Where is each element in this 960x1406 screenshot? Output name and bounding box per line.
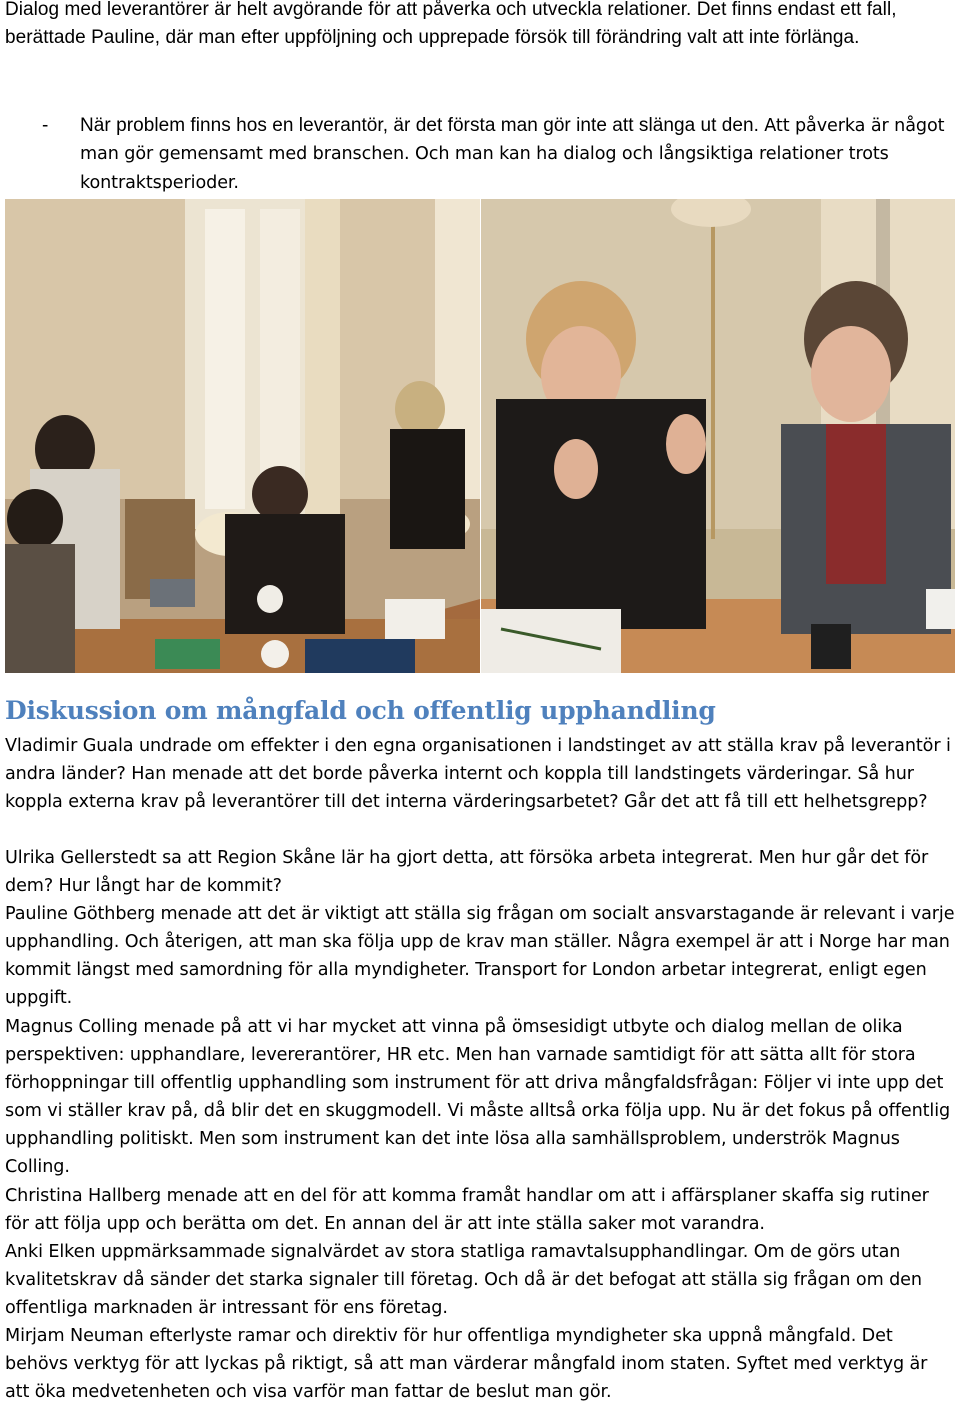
paragraph-hallberg: Christina Hallberg menade att en del för att komma framåt handlar om att i affärsplaner skaffa sig rutiner för att följa upp och berätta om det. En annan del är att inte ställa saker mot varandra. — [5, 1186, 929, 1235]
bullet-text-part1: När problem finns hos en leverantör, är det första man gör inte att slänga ut den. — [80, 115, 759, 136]
paragraph-gellerstedt: Ulrika Gellerstedt sa att Region Skåne lär ha gjort detta, att försöka arbeta integrerat. Men hur går det för dem? Hur långt har de kommit? — [5, 848, 929, 897]
meeting-photo-conversation — [481, 199, 955, 673]
paragraph-colling: Magnus Colling menade på att vi har mycket att vinna på ömsesidigt utbyte och dialog mellan de olika perspektiven: upphandlare, levererantörer, HR etc. Men han varnade samtidigt för att sätta allt för stora förhoppningar till offentlig upphandling som instrument för att driva mångfaldsfrågan: Följer vi inte upp det som vi ställer krav på, då blir det en skuggmodell. Vi måste alltså orka följa upp. Nu är det fokus på offentlig upphandling politiskt. Men som instrument kan det inte lösa alla samhällsproblem, underströk Magnus Colling. — [5, 1017, 951, 1178]
bullet-marker: - — [42, 115, 49, 136]
section-heading: Diskussion om mångfald och offentlig upphandling — [5, 696, 716, 725]
paragraph-gothberg: Pauline Göthberg menade att det är viktigt att ställa sig frågan om socialt ansvarstagande är relevant i varje upphandling. Och återigen, att man ska följa upp de krav man ställer. Några exempel är att i Norge har man kommit längst med samordning för alla myndigheter. Transport for London arbetar integrerat, enligt egen uppgift. — [5, 904, 955, 1009]
paragraph-elken: Anki Elken uppmärksammade signalvärdet av stora statliga ramavtalsupphandlingar. Om de görs utan kvalitetskrav då sänder det starka signaler till företag. Och då är det befogat att ställa sig frågan om den offentliga marknaden är intressant för ens företag. — [5, 1242, 922, 1319]
paragraph-guala: Vladimir Guala undrade om effekter i den egna organisationen i landstinget av att ställa krav på leverantör i andra länder? Han menade att det borde påverka internt och koppla till landstingets värderingar. Så hur koppla externa krav på leverantörer till det interna värderingsarbetet? Går det att få till ett helhetsgrepp? — [5, 736, 951, 813]
intro-paragraph: Dialog med leverantörer är helt avgörande för att påverka och utveckla relationer. Det finns endast ett fall, berättade Pauline, där man efter uppföljning och upprepade försök till förändring valt att inte förlänga. — [5, 0, 897, 49]
bullet-text — [80, 112, 960, 197]
meeting-photo-group — [5, 199, 480, 673]
bullet-text-part2: Att påverka är något man gör gemensamt med branschen. Och man kan ha dialog och långsiktiga relationer trots kontraktsperioder. — [80, 116, 945, 193]
paragraph-neuman: Mirjam Neuman efterlyste ramar och direktiv för hur offentliga myndigheter ska uppnå mångfald. Det behövs verktyg för att lyckas på riktigt, så att man värderar mångfald inom staten. Syftet med verktyg är att öka medvetenheten och visa varför man fattar de beslut man gör. — [5, 1326, 928, 1403]
